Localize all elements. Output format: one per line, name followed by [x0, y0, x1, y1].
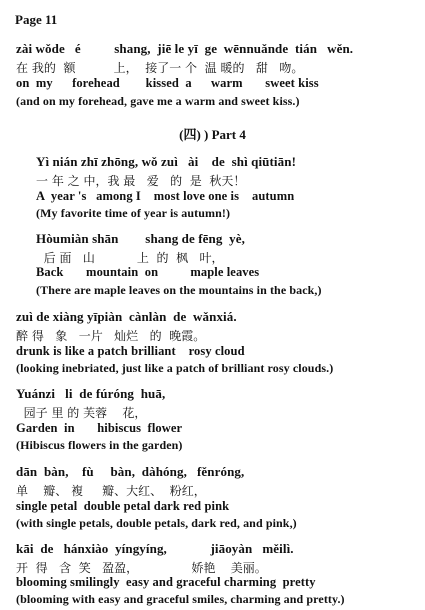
page-number: Page 11 [15, 12, 58, 27]
pinyin-line: dān bàn, fù bàn, dàhóng, fěnróng, [16, 464, 245, 479]
gloss-line: Garden in hibiscus flower [16, 421, 183, 435]
part-heading: (四) ) Part 4 [179, 127, 246, 142]
pinyin-line: Hòumiàn shān shang de fēng yè, [36, 231, 245, 246]
translation-line: (There are maple leaves on the mountains in the back,) [36, 283, 322, 297]
gloss-line: Back mountain on maple leaves [36, 265, 260, 279]
chinese-line: 单 瓣、 複 瓣、大红、 粉红， [16, 484, 206, 498]
translation-line: (My favorite time of year is autumn!) [36, 206, 231, 220]
gloss-line: A year 's among I most love one is autumn [36, 189, 295, 203]
gloss-line: drunk is like a patch brilliant rosy cloud [16, 344, 245, 358]
chinese-line: 园子 里 的 芙蓉 花， [16, 406, 147, 420]
translation-line: (and on my forehead, gave me a warm and sweet kiss.) [16, 94, 300, 108]
chinese-line: 后 面 山 上 的 枫 叶， [36, 251, 224, 265]
translation-line: (with single petals, double petals, dark red, and pink,) [16, 516, 297, 530]
gloss-line: blooming smilingly easy and graceful charming pretty [16, 575, 316, 589]
chinese-line: 一 年 之 中，我 最 爱 的 是 秋天！ [36, 174, 246, 188]
translation-line: (looking inebriated, just like a patch of brilliant rosy clouds.) [16, 361, 334, 375]
gloss-line: on my forehead kissed a warm sweet kiss [16, 76, 319, 90]
pinyin-line: Yuánzi li de fúróng huā, [16, 386, 166, 401]
pinyin-line: Yì nián zhī zhōng, wǒ zuì ài de shì qiūtiān! [36, 154, 296, 169]
chinese-line: 开 得 含 笑 盈盈， 娇艳 美丽。 [16, 561, 267, 575]
gloss-line: single petal double petal dark red pink [16, 499, 230, 513]
pinyin-line: zài wǒde é shang, jiē le yī ge wēnnuǎnde tián wěn. [16, 41, 354, 56]
chinese-line: 醉 得 象 一片 灿烂 的 晚霞。 [16, 329, 206, 343]
chinese-line: 在 我的 额 上， 接了一 个 温 暖的 甜 吻。 [16, 61, 304, 75]
translation-line: (Hibiscus flowers in the garden) [16, 438, 183, 452]
pinyin-line: kāi de hánxiào yíngyíng, jiāoyàn měilì. [16, 541, 294, 556]
pinyin-line: zuì de xiàng yīpiàn cànlàn de wǎnxiá. [16, 309, 237, 324]
translation-line: (blooming with easy and graceful smiles, charming and pretty.) [16, 592, 345, 606]
